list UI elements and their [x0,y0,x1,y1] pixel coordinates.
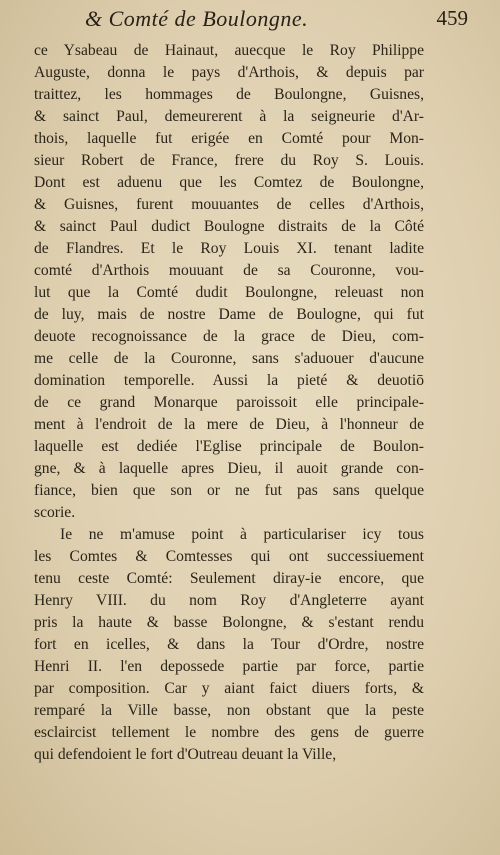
text-line: Henri II. l'en depossede partie par force, partie [34,658,424,675]
body-text [34,40,424,766]
paragraph [34,40,424,524]
text-line: domination temporelle. Aussi la pieté & deuotiō [34,372,424,389]
text-line: & Guisnes, furent mouuantes de celles d'Arthois, [34,196,424,213]
text-line: Ie ne m'amuse point à particulariser icy tous [60,526,424,543]
text-line: fort en icelles, & dans la Tour d'Ordre, nostre [34,636,424,653]
text-line: remparé la Ville basse, non obstant que la peste [34,702,424,719]
text-line: scorie. [34,504,76,521]
text-line: de luy, mais de nostre Dame de Boulogne, qui fut [34,306,424,323]
text-line: les Comtes & Comtesses qui ont successiuement [34,548,424,565]
running-title: & Comté de Boulongne. [85,6,309,31]
text-line: traittez, les hommages de Boulongne, Guisnes, [34,86,424,103]
text-line: deuote recognoissance de la grace de Dieu, com- [34,328,424,345]
text-line: Henry VIII. du nom Roy d'Angleterre ayant [34,592,424,609]
text-line: ce Ysabeau de Hainaut, auecque le Roy Philippe [34,42,424,59]
text-line: Auguste, donna le pays d'Arthois, & depuis par [34,64,424,81]
text-line: & sainct Paul dudict Boulogne distraits de la Côté [34,218,424,235]
text-line: de Flandres. Et le Roy Louis XI. tenant ladite [34,240,424,257]
page-number: 459 [436,6,468,30]
text-line: esclaircist tellement le nombre des gens de guerre [34,724,424,741]
paragraph [34,524,424,766]
running-head [85,6,468,36]
text-line: sieur Robert de France, frere du Roy S. Louis. [34,152,424,169]
text-line: laquelle est dediée l'Eglise principale de Boulon- [34,438,424,455]
text-line: gne, & à laquelle apres Dieu, il auoit grande con- [34,460,424,477]
text-line: lut que la Comté dudit Boulongne, releuast non [34,284,424,301]
text-line: par composition. Car y aiant faict diuers forts, & [34,680,424,697]
text-line: tenu ceste Comté: Seulement diray-ie encore, que [34,570,424,587]
text-line: thois, laquelle fut erigée en Comté pour Mon- [34,130,424,147]
text-line: ment à l'endroit de la mere de Dieu, à l'honneur de [34,416,424,433]
text-line: comté d'Arthois mouuant de sa Couronne, vou- [34,262,424,279]
text-line: de ce grand Monarque paroissoit elle principale- [34,394,424,411]
text-line: pris la haute & basse Bolongne, & s'estant rendu [34,614,424,631]
text-line: Dont est aduenu que les Comtez de Boulongne, [34,174,424,191]
text-line: me celle de la Couronne, sans s'aduouer d'aucune [34,350,424,367]
text-line: fiance, bien que son or ne fut pas sans quelque [34,482,424,499]
text-line: & sainct Paul, demeurerent à la seigneurie d'Ar- [34,108,424,125]
text-line: qui defendoient le fort d'Outreau deuant la Ville, [34,746,337,763]
